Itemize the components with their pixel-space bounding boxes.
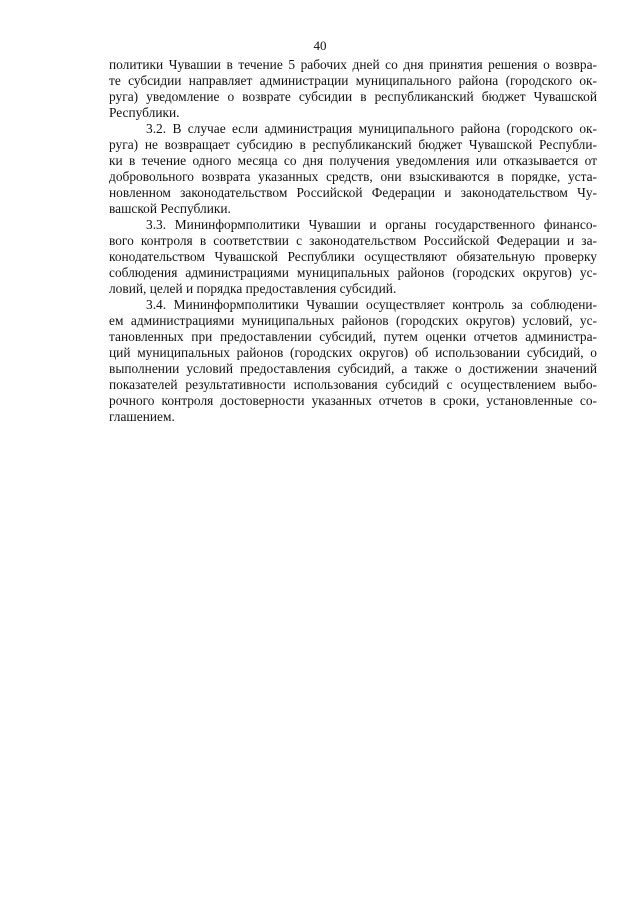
text-line: глашением. (109, 409, 175, 424)
text-line: политики Чувашии в течение 5 рабочих дней со дня принятия решения о возвра- (109, 57, 597, 72)
text-line: вого контроля в соответствии с законодательством Российской Федерации и за- (109, 233, 597, 248)
document-body (109, 57, 597, 425)
text-line: выполнении условий предоставления субсидий, а также о достижении значений (109, 361, 597, 376)
text-line: соблюдения администрациями муниципальных районов (городских округов) ус- (109, 265, 597, 280)
text-line: рочного контроля достоверности указанных отчетов в сроки, установленные со- (109, 393, 597, 408)
text-line: вашской Республики. (109, 201, 231, 216)
text-line: конодательством Чувашской Республики осуществляют обязательную проверку (109, 249, 597, 264)
paragraph-3-4 (109, 297, 597, 425)
text-line: показателей результативности использования субсидий с осуществлением выбо- (109, 377, 597, 392)
text-line: добровольного возврата указанных средств, они взыскиваются в порядке, уста- (109, 169, 597, 184)
text-line: те субсидии направляет администрации муниципального района (городского ок- (109, 73, 597, 88)
paragraph-3-2 (109, 121, 597, 217)
text-line: 3.4. Мининформполитики Чувашии осуществляет контроль за соблюдени- (146, 297, 597, 312)
text-line: новленном законодательством Российской Федерации и законодательством Чу- (109, 185, 597, 200)
paragraph-3-3 (109, 217, 597, 297)
text-line: ки в течение одного месяца со дня получения уведомления или отказывается от (109, 153, 597, 168)
text-line: 3.2. В случае если администрация муниципального района (городского ок- (146, 121, 597, 136)
text-line: 3.3. Мининформполитики Чувашии и органы государственного финансо- (146, 217, 597, 232)
paragraph-1 (109, 57, 597, 121)
page-number: 40 (313, 38, 327, 53)
text-line: тановленных при предоставлении субсидий, путем оценки отчетов администра- (109, 329, 597, 344)
text-line: руга) не возвращает субсидию в республиканский бюджет Чувашской Республи- (109, 137, 597, 152)
text-line: ловий, целей и порядка предоставления субсидий. (109, 281, 397, 296)
text-line: Республики. (109, 105, 180, 120)
text-line: ем администрациями муниципальных районов (городских округов) условий, ус- (109, 313, 597, 328)
text-line: руга) уведомление о возврате субсидии в республиканский бюджет Чувашской (109, 89, 597, 104)
text-line: ций муниципальных районов (городских округов) об использовании субсидий, о (109, 345, 597, 360)
